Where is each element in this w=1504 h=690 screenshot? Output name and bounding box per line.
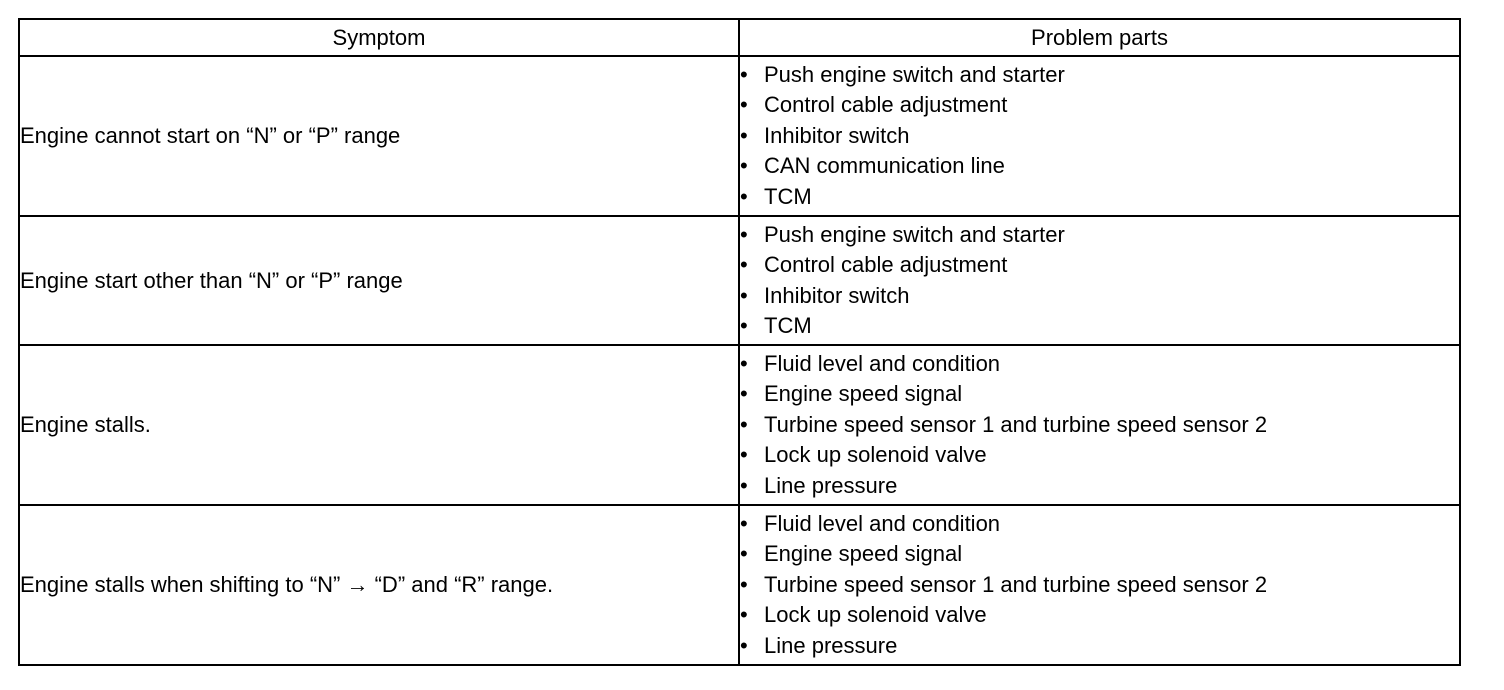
problem-parts-cell bbox=[739, 345, 1460, 505]
part-label: Engine speed signal bbox=[764, 541, 963, 567]
problem-parts-cell bbox=[739, 505, 1460, 665]
part-label: CAN communication line bbox=[764, 153, 1005, 179]
part-label: Control cable adjustment bbox=[764, 252, 1008, 278]
bullet-icon: • bbox=[740, 602, 748, 628]
part-label: Engine speed signal bbox=[764, 381, 963, 407]
list-item bbox=[740, 600, 1459, 630]
diagnosis-table bbox=[18, 18, 1461, 666]
list-item bbox=[740, 182, 1459, 212]
bullet-icon: • bbox=[740, 221, 748, 247]
list-item bbox=[740, 60, 1459, 90]
problem-parts-list bbox=[740, 60, 1459, 212]
part-label: Push engine switch and starter bbox=[764, 62, 1065, 88]
part-label: Lock up solenoid valve bbox=[764, 602, 987, 628]
part-label: TCM bbox=[764, 183, 812, 209]
bullet-icon: • bbox=[740, 571, 748, 597]
bullet-icon: • bbox=[740, 183, 748, 209]
list-item bbox=[740, 440, 1459, 470]
bullet-icon: • bbox=[740, 282, 748, 308]
bullet-icon: • bbox=[740, 122, 748, 148]
list-item bbox=[740, 281, 1459, 311]
list-item bbox=[740, 631, 1459, 661]
bullet-icon: • bbox=[740, 92, 748, 118]
bullet-icon: • bbox=[740, 312, 748, 338]
list-item bbox=[740, 379, 1459, 409]
part-label: Fluid level and condition bbox=[764, 351, 1001, 377]
table-row bbox=[19, 345, 1460, 505]
part-label: Inhibitor switch bbox=[764, 122, 910, 148]
bullet-icon: • bbox=[740, 62, 748, 88]
list-item bbox=[740, 410, 1459, 440]
bullet-icon: • bbox=[740, 153, 748, 179]
list-item bbox=[740, 151, 1459, 181]
table-row bbox=[19, 56, 1460, 216]
problem-parts-list bbox=[740, 349, 1459, 501]
list-item bbox=[740, 220, 1459, 250]
part-label: Push engine switch and starter bbox=[764, 221, 1065, 247]
problem-parts-list bbox=[740, 509, 1459, 661]
bullet-icon: • bbox=[740, 252, 748, 278]
symptom-cell: Engine start other than “N” or “P” range bbox=[19, 216, 739, 345]
table-row bbox=[19, 216, 1460, 345]
symptom-cell: Engine stalls when shifting to “N” → “D” and “R” range. bbox=[19, 505, 739, 665]
bullet-icon: • bbox=[740, 511, 748, 537]
header-symptom: Symptom bbox=[19, 19, 739, 56]
list-item bbox=[740, 311, 1459, 341]
problem-parts-cell bbox=[739, 56, 1460, 216]
bullet-icon: • bbox=[740, 442, 748, 468]
bullet-icon: • bbox=[740, 541, 748, 567]
symptom-cell: Engine cannot start on “N” or “P” range bbox=[19, 56, 739, 216]
part-label: Control cable adjustment bbox=[764, 92, 1008, 118]
part-label: TCM bbox=[764, 312, 812, 338]
problem-parts-cell bbox=[739, 216, 1460, 345]
list-item bbox=[740, 90, 1459, 120]
header-row bbox=[19, 19, 1460, 56]
part-label: Turbine speed sensor 1 and turbine speed sensor 2 bbox=[764, 411, 1268, 437]
part-label: Turbine speed sensor 1 and turbine speed sensor 2 bbox=[764, 571, 1268, 597]
list-item bbox=[740, 570, 1459, 600]
bullet-icon: • bbox=[740, 351, 748, 377]
bullet-icon: • bbox=[740, 381, 748, 407]
bullet-icon: • bbox=[740, 632, 748, 658]
part-label: Lock up solenoid valve bbox=[764, 442, 987, 468]
table-row bbox=[19, 505, 1460, 665]
list-item bbox=[740, 349, 1459, 379]
list-item bbox=[740, 539, 1459, 569]
symptom-cell: Engine stalls. bbox=[19, 345, 739, 505]
list-item bbox=[740, 121, 1459, 151]
problem-parts-list bbox=[740, 220, 1459, 342]
list-item bbox=[740, 250, 1459, 280]
part-label: Inhibitor switch bbox=[764, 282, 910, 308]
list-item bbox=[740, 471, 1459, 501]
bullet-icon: • bbox=[740, 411, 748, 437]
part-label: Line pressure bbox=[764, 632, 898, 658]
list-item bbox=[740, 509, 1459, 539]
header-problem-parts: Problem parts bbox=[739, 19, 1460, 56]
part-label: Fluid level and condition bbox=[764, 511, 1001, 537]
part-label: Line pressure bbox=[764, 472, 898, 498]
bullet-icon: • bbox=[740, 472, 748, 498]
